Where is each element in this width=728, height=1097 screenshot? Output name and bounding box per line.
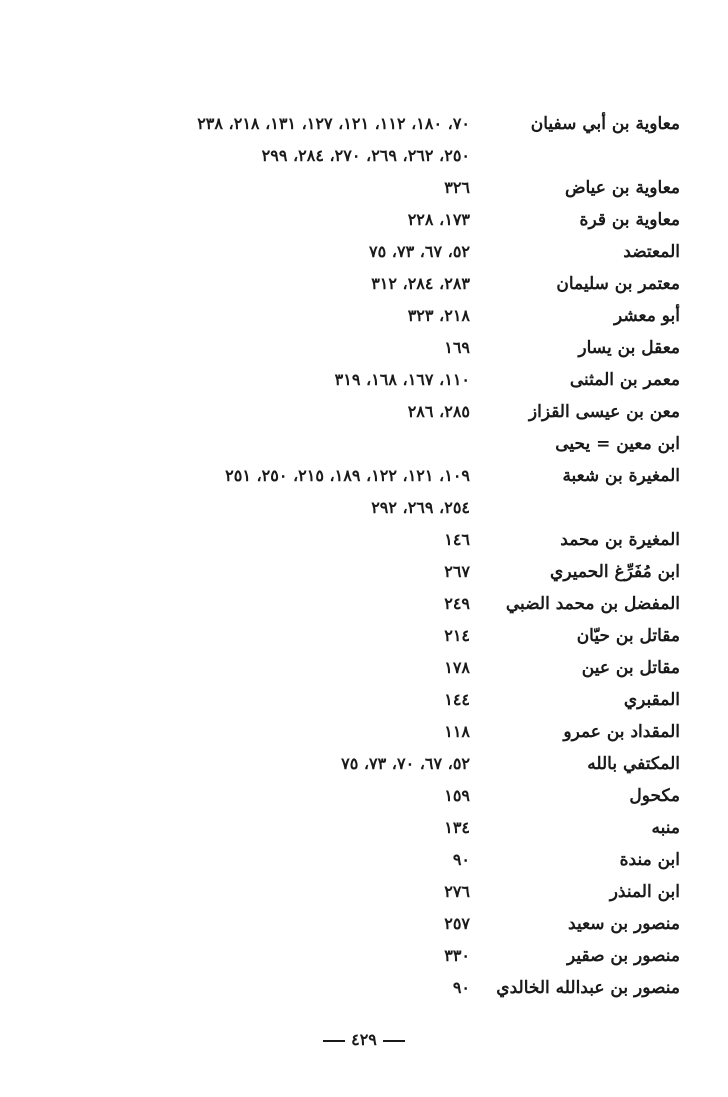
- entry-name: مقاتل بن حيّان: [576, 626, 680, 646]
- index-entry: [0, 748, 728, 780]
- index-entry: [0, 876, 728, 908]
- entry-pages: ١٧٣، ٢٢٨: [407, 210, 470, 229]
- index-entry: [0, 812, 728, 844]
- index-entry: [0, 652, 728, 684]
- entry-name: معاوية بن عياض: [564, 178, 680, 198]
- index-entry: [0, 908, 728, 940]
- entry-name: ابن معين = يحيى: [555, 434, 680, 454]
- index-entry: [0, 972, 728, 1004]
- entry-name: معن بن عيسى القزاز: [528, 402, 680, 422]
- entry-pages: ٣٢٦: [444, 178, 470, 197]
- entry-pages: ١٣٤: [444, 818, 470, 837]
- entry-pages: ١٥٩: [444, 786, 470, 805]
- entry-pages: ٥٢، ٦٧، ٧٠، ٧٣، ٧٥: [341, 754, 470, 773]
- index-entry: [0, 716, 728, 748]
- index-entry: [0, 172, 728, 204]
- index-entry: [0, 428, 728, 460]
- index-entry: [0, 332, 728, 364]
- entry-pages: ٥٢، ٦٧، ٧٣، ٧٥: [369, 242, 470, 261]
- entry-name: منصور بن عبدالله الخالدي: [496, 978, 680, 998]
- entry-pages: ٩٠: [452, 978, 470, 997]
- entry-name: المكتفي بالله: [587, 754, 680, 774]
- right-dash: [323, 1040, 345, 1042]
- entry-name: المغيرة بن شعبة: [562, 466, 680, 486]
- index-entry: [0, 108, 728, 140]
- entry-name: المعتضد: [623, 242, 680, 262]
- entry-name: معتمر بن سليمان: [556, 274, 680, 294]
- entry-pages: ٧٠، ١٨٠، ١١٢، ١٢١، ١٢٧، ١٣١، ٢١٨، ٢٣٨: [197, 114, 470, 133]
- entry-pages: ١٤٦: [444, 530, 470, 549]
- entry-name: ابن مُفَرِّغ الحميري: [550, 562, 680, 582]
- index-entry: [0, 524, 728, 556]
- index-entry: [0, 620, 728, 652]
- entry-pages: ٢٨٥، ٢٨٦: [407, 402, 470, 421]
- index-entry: [0, 492, 728, 524]
- entry-name: المقداد بن عمرو: [563, 722, 680, 742]
- entry-name: المقبري: [623, 690, 680, 710]
- entry-name: معاوية بن أبي سفيان: [530, 114, 680, 134]
- entry-pages: ٢٧٦: [444, 882, 470, 901]
- entry-pages: ٢٥٠، ٢٦٢، ٢٦٩، ٢٧٠، ٢٨٤، ٢٩٩: [261, 146, 470, 165]
- entry-name: معاوية بن قرة: [579, 210, 680, 230]
- index-entry: [0, 236, 728, 268]
- entry-pages: ٢١٨، ٣٢٣: [407, 306, 470, 325]
- entry-name: أبو معشر: [613, 306, 680, 326]
- entry-pages: ٢٤٩: [444, 594, 470, 613]
- entry-pages: ٢٥٧: [444, 914, 470, 933]
- entry-name: معقل بن يسار: [578, 338, 680, 358]
- entry-name: مكحول: [629, 786, 680, 806]
- entry-name: منصور بن سعيد: [568, 914, 680, 934]
- entry-pages: ٩٠: [452, 850, 470, 869]
- entry-name: ابن مندة: [619, 850, 680, 870]
- entry-pages: ٢٦٧: [444, 562, 470, 581]
- index-entry: [0, 684, 728, 716]
- entry-pages: ١٧٨: [444, 658, 470, 677]
- index-list: [0, 108, 728, 1004]
- index-entry: [0, 780, 728, 812]
- page-number: [0, 1030, 728, 1049]
- entry-name: ابن المنذر: [609, 882, 680, 902]
- entry-pages: ٣٣٠: [444, 946, 470, 965]
- index-entry: [0, 844, 728, 876]
- index-entry: [0, 204, 728, 236]
- entry-pages: ١٦٩: [444, 338, 470, 357]
- entry-pages: ٢٥٤، ٢٦٩، ٢٩٢: [371, 498, 470, 517]
- entry-name: منصور بن صقير: [566, 946, 680, 966]
- index-entry: [0, 396, 728, 428]
- entry-name: منبه: [651, 818, 680, 838]
- index-entry: [0, 300, 728, 332]
- entry-pages: ٢٨٣، ٢٨٤، ٣١٢: [371, 274, 470, 293]
- entry-name: مقاتل بن عين: [581, 658, 680, 678]
- entry-name: المفضل بن محمد الضبي: [505, 594, 680, 614]
- index-entry: [0, 364, 728, 396]
- index-entry: [0, 556, 728, 588]
- entry-pages: ١١٨: [444, 722, 470, 741]
- index-entry: [0, 588, 728, 620]
- entry-pages: ١٤٤: [444, 690, 470, 709]
- index-entry: [0, 268, 728, 300]
- entry-pages: ٢١٤: [444, 626, 470, 645]
- entry-name: معمر بن المثنى: [569, 370, 680, 390]
- entry-name: المغيرة بن محمد: [560, 530, 680, 550]
- entry-pages: ١٠٩، ١٢١، ١٢٢، ١٨٩، ٢١٥، ٢٥٠، ٢٥١: [225, 466, 470, 485]
- page-number-text: ٤٢٩: [351, 1030, 377, 1049]
- index-entry: [0, 140, 728, 172]
- index-entry: [0, 940, 728, 972]
- left-dash: [383, 1040, 405, 1042]
- index-entry: [0, 460, 728, 492]
- entry-pages: ١١٠، ١٦٧، ١٦٨، ٣١٩: [334, 370, 470, 389]
